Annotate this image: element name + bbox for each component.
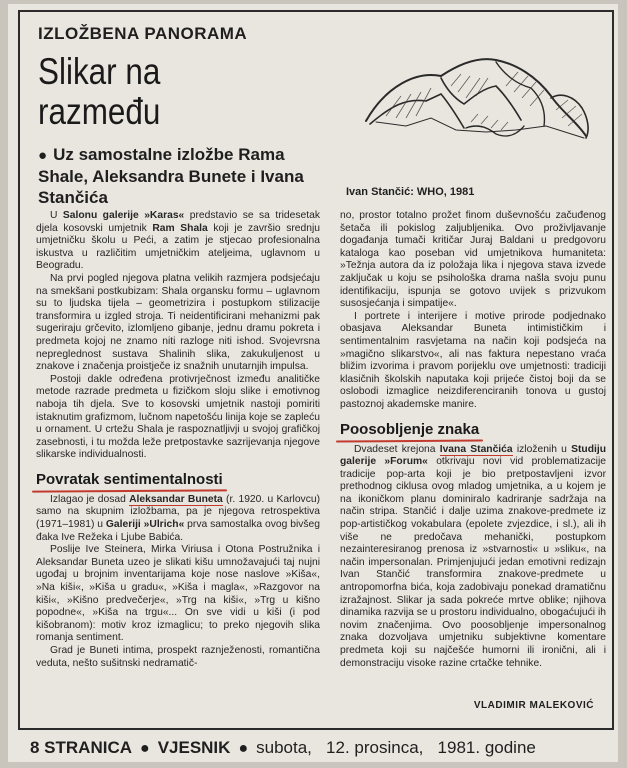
subheading: Poosobljenje znaka [340, 420, 479, 440]
image-caption: Ivan Stančić: WHO, 1981 [346, 186, 475, 198]
paragraph: I portrete i interijere i motive prirode podjednako obasjava Aleksandar Buneta intimističkim i sentimentalnim rasvjetama na način koji podsjeća na »magično slikarstvo«, ali nas faktura nepestano vraća bližim izvorima i pravom porijeklu ove umjetnosti: tradiciji klasičnih školskih naputaka koji prijeće čistoj boji da se oslobodi izmaglice neizdiferenciranih tonova u gustoj pastoznoj akademske manire. [340, 310, 606, 410]
bullet-icon: ● [140, 740, 150, 757]
paragraph: Na prvi pogled njegova platna velikih razmjera podsjećaju na smekšani postkubizam: Shala organsku formu – uglavnom su to ljudska tijela – geometrizira i postupkom stilizacije transformira u izgled stroja. Ti neidentificirani mehanizmi pak sugeriraju grčevito, izlomljeno gibanje, jednu dramu pokreta i predmeta kojoj ne znamo niti razloge niti ishod. Svojevrsna nepreglednost sustava Shalinih slika, zakukuljenost u znakove i značenja proistječe iz snažnih unutarnjih impulsa. [36, 272, 320, 373]
section-kicker: IZLOŽBENA PANORAMA [38, 24, 248, 43]
artwork-illustration [346, 26, 602, 176]
deck-bullet-icon: ● [38, 147, 48, 164]
right-column [340, 210, 606, 670]
paragraph: U Salonu galerije »Karas« predstavio se sa tridesetak djela kosovski umjetnik Ram Shala koji je završio srednju umjetničku školu u Peći, a zatim je stjecao profesionalna iskustva u različitim umjetničkim ateljeima, uglavnom u Beogradu. [36, 210, 320, 272]
page-number: 8 STRANICA [30, 738, 133, 757]
issue-date: subota, 12. prosinca, 1981. godine [256, 738, 536, 757]
newspaper-name: VJESNIK [157, 738, 231, 757]
article-deck [38, 144, 328, 208]
paragraph: no, prostor totalno prožet finom duševnošću začuđenog šetača ili pokislog zaljubljenika. Ovo proživljavanje događanja tumači kritičar Juraj Baldani u predgovoru kataloga kao poseban vid umjetnikova humaniteta: »Težnja autora da iz položaja lika i njegova stava izvede zaključak u koju se psihološka drama našla svoju punu identifikaciju, ispunja se gotovo uvijek s prizvukom susosjećanja i simpatije«. [340, 210, 606, 310]
left-column [36, 210, 320, 670]
paragraph: Dvadeset krejona Ivana Stančića izloženih u Studiju galerije »Forum« otkrivaju novi vid problematizacije tradicije pop-arta koji je bio pretpostavljeni izvor prethodnog ciklusa ovog mladog umjetnika, a u kojem je na ikoničkom planu dominiralo kadriranje sadržaja na način stripa. Stančić i dalje uzima znakove-predmete iz pop-artističkog vokabulara (epolete zvjezdice, i sl.), ali ih više ne predočava mehanički, postupkom nezainteresiranog prenosa iz »stvarnosti« u »sliku«, na način impersonalan. Primjenjujući jedan emotivni redizajn Ivan Stančić transformira znakove-predmete u antropomorfna bića, koja zadobivaju ponekad dramatičnu izražajnost. Slikar ja sada pokreće mrtve oblike; njihova dinamika razvija se u prostoru individualno, obogaćujući ih novim značenjima. Ovo poosobljenje impersonalnog znaka dozvoljava umjetniku subjektivne komentare predmeta koji su najčešće humorni ili ironični, ali i demonstraciju visoke razine crtačke tehnike. [340, 443, 606, 669]
subheading: Povratak sentimentalnosti [36, 470, 223, 490]
page-footer [30, 738, 610, 758]
author-signature: VLADIMIR MALEKOVIĆ [473, 700, 594, 711]
newspaper-page [8, 4, 618, 762]
bullet-icon: ● [238, 740, 249, 757]
paragraph: Izlagao je dosad Aleksandar Buneta (r. 1920. u Karlovcu) samo na skupnim izložbama, pa je njegova retrospektiva (1971–1981) u Galeriji »Ulrich« prva samostalka ovog bivšeg đaka Ive Režeka i Ljube Babića. [36, 493, 320, 543]
paragraph: Poslije Ive Steinera, Mirka Viriusa i Otona Postružnika i Aleksandar Buneta uzeo je slikati kišu umnožavajući taj nujni ugođaj u brojnim inventarijama koje nose naslove »Kiša«, »Na kiši«, »Kiša u gradu«, »Kiša i magla«, »Razgovor na kiši«, »Kišno predvečerje«, »Trg na kiši«, »Trg u kišno popodne«, »Kiša na trgu«... On sve vidi u kiši (i pod kišobranom): motiv kroz izmaglicu; to preko njegovih slika romanja sentiment. [36, 544, 320, 644]
deck-text: Uz samostalne izložbe Rama Shale, Aleksandra Bunete i Ivana Stančića [38, 145, 304, 207]
paragraph: Postoji dakle određena protivrječnost između analitičke metode razrade predmeta u fizičkom sloju slike i emotivnog naboja tih djela. Sve to kosovski umjetnik nastoji pomiriti istaknutim grafizmom, lučnom napetošću linija koje se zapleću u ornament. U crtežu Shala je raspoznatljivji u svojoj grafičkoj zasebnosti, i tu možda leže pretpostavke sazrijevanja njegove slikarske individualnosti. [36, 373, 320, 461]
article-headline: Slikar na razmeđu [38, 51, 161, 132]
paragraph: Grad je Buneti intima, prospekt raznježenosti, romantična veduta, nešto sušitnski nedramatič- [36, 645, 320, 669]
